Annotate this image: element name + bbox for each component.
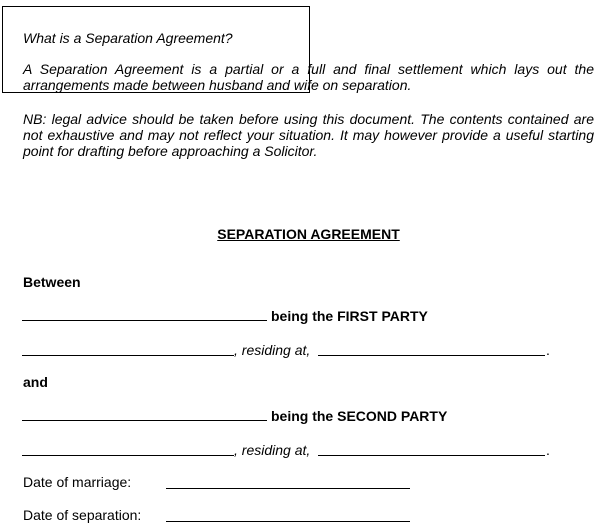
intro-question: What is a Separation Agreement? <box>23 30 233 46</box>
first-party-name-field[interactable] <box>22 320 267 321</box>
second-party-address-line-2[interactable] <box>318 455 545 456</box>
intro-note: NB: legal advice should be taken before using this document. The contents contained are not exhaustive and may not reflect your situation. It may however provide a useful starting point for drafting before approaching a Solicitor. <box>23 111 594 159</box>
date-of-marriage-field[interactable] <box>166 488 410 489</box>
date-of-marriage-label: Date of marriage: <box>23 474 132 490</box>
date-of-separation-label: Date of separation: <box>23 507 142 523</box>
first-party-label: being the FIRST PARTY <box>271 308 428 324</box>
first-party-residing-label: , residing at, <box>234 342 311 358</box>
and-label: and <box>23 374 48 390</box>
first-party-address-line-1[interactable] <box>22 355 234 356</box>
first-party-address-line-2[interactable] <box>318 355 545 356</box>
intro-definition: A Separation Agreement is a partial or a full and final settlement which lays out the arrangements made between husband and wife on separation. <box>23 61 594 93</box>
date-of-separation-field[interactable] <box>166 521 410 522</box>
first-party-period: . <box>546 342 550 358</box>
document-title: SEPARATION AGREEMENT <box>217 226 400 242</box>
second-party-label: being the SECOND PARTY <box>271 408 448 424</box>
second-party-name-field[interactable] <box>22 420 267 421</box>
second-party-residing-label: , residing at, <box>234 442 311 458</box>
second-party-address-line-1[interactable] <box>22 455 234 456</box>
second-party-period: . <box>546 442 550 458</box>
between-label: Between <box>23 274 81 290</box>
